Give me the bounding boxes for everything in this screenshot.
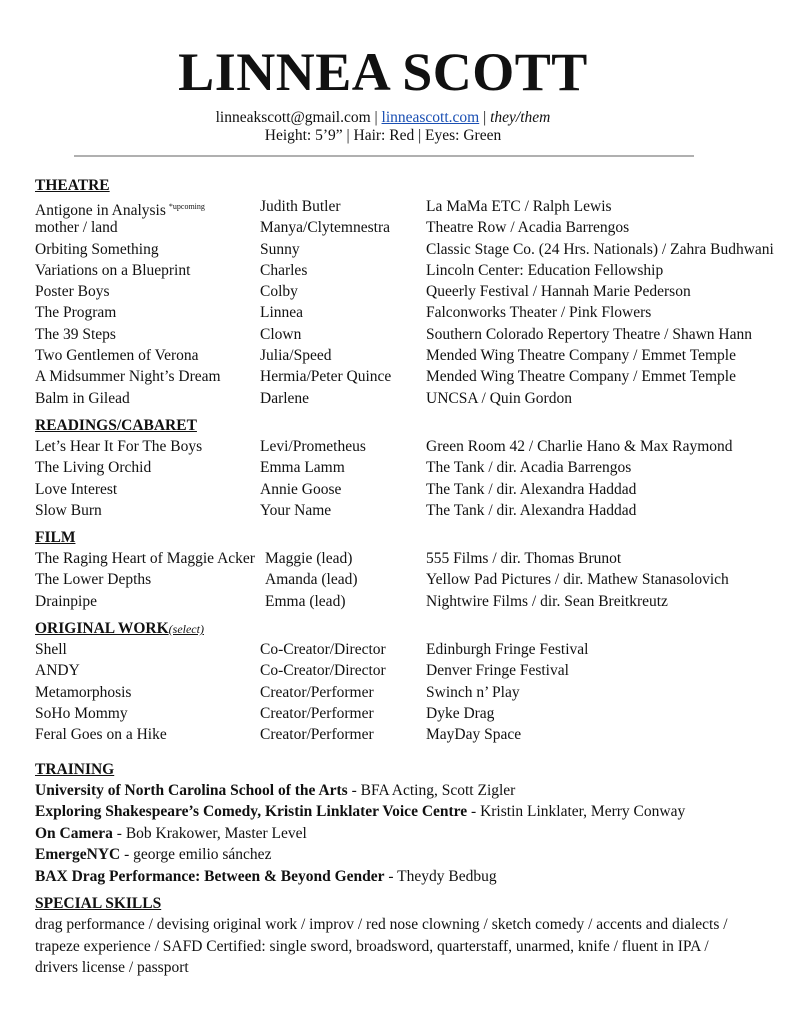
credit-show: SoHo Mommy <box>35 704 128 722</box>
credit-role: Emma Lamm <box>260 459 345 477</box>
credit-role: Levi/Prometheus <box>260 437 366 455</box>
section-title-original-work-label: ORIGINAL WORK <box>35 620 169 638</box>
credit-role: Hermia/Peter Quince <box>260 368 392 386</box>
pronouns: they/them <box>490 109 551 126</box>
credit-show: The Raging Heart of Maggie Acker <box>35 550 255 568</box>
film-list <box>35 548 791 612</box>
credit-show: The Lower Depths <box>35 571 152 589</box>
credit-show: Variations on a Blueprint <box>35 261 191 279</box>
credit-venue: The Tank / dir. Acadia Barrengos <box>426 459 632 477</box>
credit-row <box>35 479 791 500</box>
training-detail: - Kristin Linklater, Merry Conway <box>467 803 686 821</box>
readings-list <box>35 436 791 521</box>
skills-line: drivers license / passport <box>35 959 189 977</box>
website-link[interactable]: linneascott.com <box>381 109 480 126</box>
section-title-original-work <box>35 618 791 639</box>
credit-role: Amanda (lead) <box>265 571 358 589</box>
training-list <box>35 780 791 888</box>
credit-venue: 555 Films / dir. Thomas Brunot <box>426 550 622 568</box>
credit-role: Co-Creator/Director <box>260 662 386 680</box>
credit-row <box>35 196 791 217</box>
section-title-training: TRAINING <box>35 760 115 778</box>
credit-show-title: Antigone in Analysis <box>35 202 166 219</box>
upcoming-note: *upcoming <box>168 202 205 211</box>
credit-row <box>35 436 791 457</box>
training-item <box>35 823 791 845</box>
credit-show: Two Gentlemen of Verona <box>35 347 199 365</box>
spacer <box>35 746 791 759</box>
skills-line: trapeze experience / SAFD Certified: single sword, broadsword, quarterstaff, unarmed, knife / fluent in IPA / <box>35 937 709 955</box>
contact-line <box>0 109 766 127</box>
credit-role: Emma (lead) <box>265 592 346 610</box>
credit-role: Maggie (lead) <box>265 550 353 568</box>
credit-row <box>35 457 791 478</box>
credit-row <box>35 260 791 281</box>
email: linneakscott@gmail.com <box>215 109 371 126</box>
credit-row <box>35 366 791 387</box>
credit-venue: Denver Fringe Festival <box>426 662 569 680</box>
credit-row <box>35 639 791 660</box>
credit-venue: Edinburgh Fringe Festival <box>426 641 589 659</box>
training-item <box>35 844 791 866</box>
credit-show: Feral Goes on a Hike <box>35 726 167 744</box>
credit-venue: The Tank / dir. Alexandra Haddad <box>426 501 637 519</box>
credit-role: Annie Goose <box>260 480 342 498</box>
training-detail: - BFA Acting, Scott Zigler <box>347 781 516 799</box>
training-school: EmergeNYC <box>35 846 121 864</box>
credit-role: Clown <box>260 325 302 343</box>
credit-show: A Midsummer Night’s Dream <box>35 368 221 386</box>
credit-show: Let’s Hear It For The Boys <box>35 437 203 455</box>
credit-venue: Dyke Drag <box>426 704 495 722</box>
skills-line: drag performance / devising original work / improv / red nose clowning / sketch comedy / accents and dialects / <box>35 916 728 934</box>
credit-row <box>35 239 791 260</box>
training-school: BAX Drag Performance: Between & Beyond Gender <box>35 867 385 885</box>
credit-show: The Program <box>35 304 117 322</box>
credit-venue: Swinch n’ Play <box>426 683 520 701</box>
section-title-readings: READINGS/CABARET <box>35 416 197 434</box>
training-detail: - george emilio sánchez <box>120 846 272 864</box>
credit-role: Co-Creator/Director <box>260 641 386 659</box>
credit-role: Darlene <box>260 389 310 407</box>
credit-row <box>35 591 791 612</box>
credit-venue: UNCSA / Quin Gordon <box>426 389 572 407</box>
credit-role: Your Name <box>260 501 332 519</box>
credit-row <box>35 660 791 681</box>
training-school: Exploring Shakespeare’s Comedy, Kristin Linklater Voice Centre <box>35 803 468 821</box>
credit-row <box>35 724 791 745</box>
credit-show: ANDY <box>35 662 80 680</box>
section-title-skills: SPECIAL SKILLS <box>35 895 162 913</box>
credit-role: Sunny <box>260 240 300 258</box>
credit-venue: Falconworks Theater / Pink Flowers <box>426 304 652 322</box>
skills-list <box>35 914 791 979</box>
credit-show: Love Interest <box>35 480 118 498</box>
credit-role: Julia/Speed <box>260 347 332 365</box>
credit-show: Drainpipe <box>35 592 97 610</box>
credit-role: Judith Butler <box>260 198 341 215</box>
credit-role: Colby <box>260 283 298 301</box>
credit-row <box>35 324 791 345</box>
credit-role: Creator/Performer <box>260 726 374 744</box>
credit-row <box>35 682 791 703</box>
credit-venue: The Tank / dir. Alexandra Haddad <box>426 480 637 498</box>
credit-venue: Mended Wing Theatre Company / Emmet Temple <box>426 347 736 365</box>
section-subtitle: (select) <box>168 622 204 637</box>
training-detail: - Bob Krakower, Master Level <box>112 824 307 842</box>
resume-body <box>35 175 791 979</box>
credit-row <box>35 500 791 521</box>
physical-stats: Height: 5’9” | Hair: Red | Eyes: Green <box>264 127 502 144</box>
credit-venue: MayDay Space <box>426 726 522 744</box>
training-item <box>35 780 791 802</box>
header-divider <box>74 155 694 157</box>
separator: | <box>370 109 382 126</box>
credit-role: Creator/Performer <box>260 683 374 701</box>
credit-show <box>35 196 260 217</box>
credit-role: Charles <box>260 261 308 279</box>
credit-venue: Mended Wing Theatre Company / Emmet Temple <box>426 368 736 386</box>
credit-show: Poster Boys <box>35 283 110 301</box>
original-work-list <box>35 639 791 745</box>
credit-venue: Green Room 42 / Charlie Hano & Max Raymond <box>426 437 733 455</box>
credit-show: mother / land <box>35 219 118 237</box>
credit-row <box>35 302 791 323</box>
resume-name: LINNEA SCOTT <box>178 42 588 102</box>
credit-show: Balm in Gilead <box>35 389 130 407</box>
credit-row <box>35 388 791 409</box>
credit-role: Manya/Clytemnestra <box>260 219 390 237</box>
training-item <box>35 866 791 888</box>
section-title-theatre: THEATRE <box>35 177 110 194</box>
credit-venue: Classic Stage Co. (24 Hrs. Nationals) / Zahra Budhwani <box>426 240 774 258</box>
training-school: On Camera <box>35 824 113 842</box>
section-title-film: FILM <box>35 529 76 547</box>
training-detail: - Theydy Bedbug <box>384 867 497 885</box>
credit-role: Linnea <box>260 304 304 322</box>
credit-venue: Queerly Festival / Hannah Marie Pederson <box>426 283 691 301</box>
credit-show: Orbiting Something <box>35 240 159 258</box>
credit-show: Shell <box>35 641 67 659</box>
credit-venue: Nightwire Films / dir. Sean Breitkreutz <box>426 592 668 610</box>
credit-row <box>35 569 791 590</box>
credit-venue: Lincoln Center: Education Fellowship <box>426 261 664 279</box>
credit-row <box>35 703 791 724</box>
credit-row <box>35 217 791 238</box>
credit-show: The 39 Steps <box>35 325 116 343</box>
credit-venue: Southern Colorado Repertory Theatre / Shawn Hann <box>426 325 752 343</box>
training-item <box>35 801 791 823</box>
credit-show: Slow Burn <box>35 501 102 519</box>
credit-show: The Living Orchid <box>35 459 152 477</box>
credit-row <box>35 345 791 366</box>
credit-row <box>35 281 791 302</box>
credit-role: Creator/Performer <box>260 704 374 722</box>
theatre-list <box>35 196 791 409</box>
training-school: University of North Carolina School of the Arts <box>35 781 348 799</box>
separator: | <box>479 109 491 126</box>
credit-venue: Yellow Pad Pictures / dir. Mathew Stanasolovich <box>426 571 729 589</box>
credit-row <box>35 548 791 569</box>
credit-venue: La MaMa ETC / Ralph Lewis <box>426 198 612 215</box>
credit-venue: Theatre Row / Acadia Barrengos <box>426 219 630 237</box>
credit-show: Metamorphosis <box>35 683 132 701</box>
